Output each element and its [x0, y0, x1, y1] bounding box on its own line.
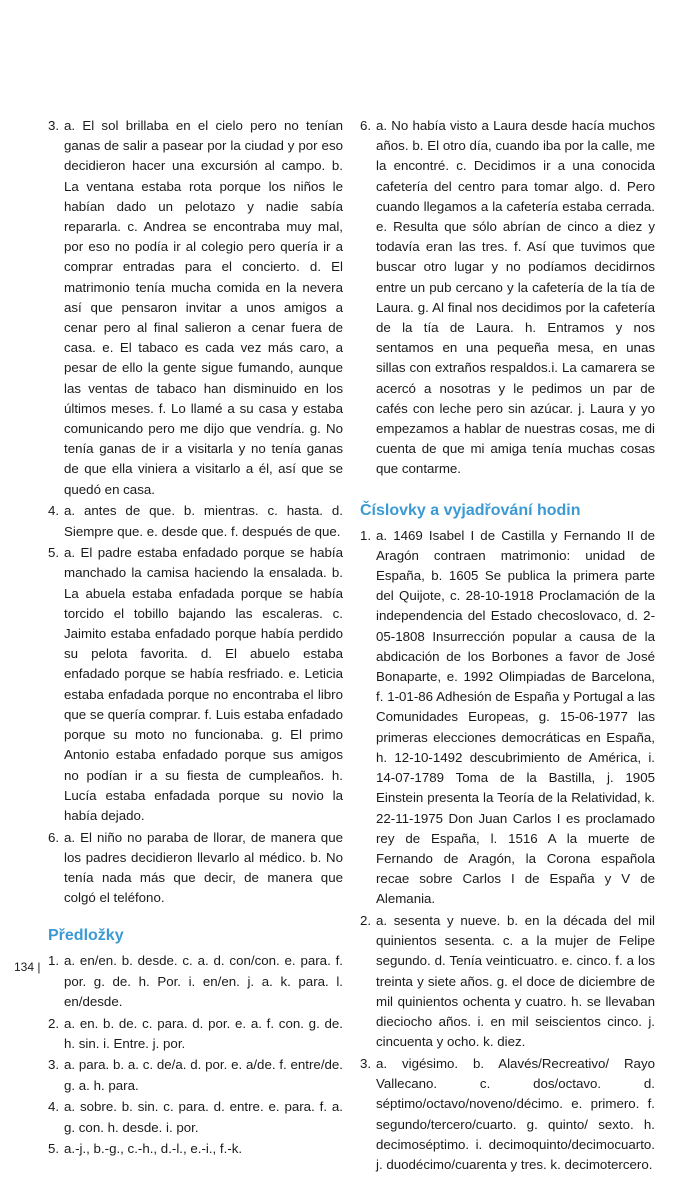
- item-text: a. El niño no paraba de llorar, de manera que los padres decidieron llevarlo al médico. b. No tenía nada más que decir, de manera que colgó el teléfono.: [64, 829, 343, 906]
- answer-item: [48, 116, 343, 500]
- answer-item: [48, 1014, 343, 1054]
- section-heading-predlozky: Předložky: [48, 927, 124, 945]
- item-number: 5.: [48, 545, 60, 561]
- item-number: 5.: [48, 1141, 60, 1157]
- item-number: 3.: [360, 1055, 372, 1071]
- item-number: 4.: [48, 503, 60, 519]
- answer-item: [360, 911, 655, 1052]
- item-number: 6.: [48, 829, 60, 845]
- answer-item: [48, 1055, 343, 1095]
- item-text: a. El padre estaba enfadado porque se había manchado la camisa haciendo la ensalada. b. La abuela estaba enfadada porque se había torcido el tobillo bajando las escaleras. c. Jaimito estaba enfadado porque había perdido su pelota favorita. d. El abuelo estaba enfadado porque se había resfriado. e. Leticia estaba enfadada porque no encontraba el libro que se quería comprar. f. Luis estaba enfadado porque su moto no funcionaba. g. El primo Antonio estaba enfadado porque sus amigos no podían ir a su fiesta de cumpleaños. h. Lucía estaba enfadada porque su novio la había dejado.: [64, 545, 343, 823]
- left-column: [48, 116, 343, 1161]
- item-number: 3.: [48, 1057, 60, 1073]
- page-number: 134 |: [14, 960, 41, 974]
- item-number: 6.: [360, 118, 372, 133]
- item-number: 1.: [360, 527, 372, 543]
- answer-item: [48, 828, 343, 909]
- item-number: 2.: [360, 913, 372, 929]
- item-text: a. sesenta y nueve. b. en la década del mil quinientos sesenta. c. a la mujer de Felipe segundo. d. Tenía veinticuatro. e. cinco. f. a los treinta y siete años. g. el doce de diciembre de mil quinientos ochenta y cuatro. h. se llevaban dieciocho años. i. en mil seiscientos cinco. j. cincuenta y ocho. k. diez.: [376, 913, 655, 1050]
- item-text: a. para. b. a. c. de/a. d. por. e. a/de. f. entre/de. g. a. h. para.: [64, 1057, 343, 1093]
- item-text: a. antes de que. b. mientras. c. hasta. d. Siempre que. e. desde que. f. después de que.: [64, 503, 343, 539]
- item-number: 4.: [48, 1099, 60, 1115]
- item-text: a. en/en. b. desde. c. a. d. con/con. e. para. f. por. g. de. h. Por. i. en/en. j. a. k. para. l. en/desde.: [64, 953, 343, 1009]
- item-text: a. en. b. de. c. para. d. por. e. a. f. con. g. de. h. sin. i. Entre. j. por.: [64, 1015, 343, 1051]
- answer-item: [48, 1097, 343, 1137]
- answer-item: [48, 951, 343, 1012]
- right-column: [360, 116, 655, 1177]
- section-heading-cislovky: Číslovky a vyjadřování hodin: [360, 501, 581, 519]
- answer-item: [360, 1054, 655, 1175]
- item-text: a. El sol brillaba en el cielo pero no tenían ganas de salir a pasear por la ciudad y por eso decidieron hacer una excursión al campo. b. La ventana estaba rota porque los niños le habían dado un pelotazo y nadie sabía repararla. c. Andrea se encontraba muy mal, por eso no podía ir al colegio pero quería ir a comprar entradas para el concierto. d. El matrimonio tenía mucha comida en la nevera así que pensaron invitar a unos amigos a cenar pero al final salieron a cenar fuera de casa. e. El tabaco es cada vez más caro, a pesar de ello la gente sigue fumando, aunque las ventas de tabaco han disminuido en los últimos meses. f. Lo llamé a su casa y estaba comunicando pero me dijo que vendría. g. No tenía ganas de ir a visitarla y no tenía ganas de que ella viniera a visitarlo a él, así que se quedó en casa.: [64, 118, 343, 497]
- answer-item: [360, 526, 655, 910]
- answer-item: [48, 543, 343, 826]
- item-text: a. 1469 Isabel I de Castilla y Fernando II de Aragón contraen matrimonio: unidad de España, b. 1605 Se publica la primera parte del Quijote, c. 28-10-1918 Proclamación de la independencia del Estado checoslovaco, d. 2-05-1808 Insurrección popular a causa de la abdicación de los Borbones a favor de José Bonaparte, e. 1992 Olimpiadas de Barcelona, f. 1-01-86 Adhesión de España y Portugal a las Comunidades Europeas, g. 15-06-1977 las primeras elecciones democráticas en España, h. 12-10-1492 descubrimiento de América, i. 14-07-1789 Toma de la Bastilla, j. 1905 Einstein presenta la Teoría de la Relatividad, k. 22-11-1975 Don Juan Carlos I es proclamado rey de España, l. 1516 A la muerte de Fernando de Aragón, la Corona española recae sobre Carlos I de España y V de Alemania.: [376, 527, 655, 907]
- answer-item: [48, 1139, 343, 1159]
- answer-item: [360, 116, 655, 480]
- item-text: a.-j., b.-g., c.-h., d.-l., e.-i., f.-k.: [64, 1141, 243, 1157]
- item-text: a. sobre. b. sin. c. para. d. entre. e. para. f. a. g. con. h. desde. i. por.: [64, 1099, 343, 1135]
- answer-item: [48, 501, 343, 541]
- item-number: 1.: [48, 953, 60, 969]
- item-number: 3.: [48, 118, 60, 133]
- item-number: 2.: [48, 1015, 60, 1031]
- item-text: a. No había visto a Laura desde hacía muchos años. b. El otro día, cuando iba por la calle, me la encontré. c. Decidimos ir a una conocida cafetería del centro para tomar algo. d. Pero cuando llegamos a la cafetería estaba cerrada. e. Resulta que sólo abrían de cinco a diez y todavía eran las tres. f. Así que tuvimos que buscar otro lugar y no podíamos decidirnos entre un pub cercano y la cafetería de la tía de Laura. g. Al final nos decidimos por la cafetería de la tía de Laura. h. Entramos y nos sentamos en una pequeña mesa, en unas sillas con extraños respaldos.i. La camarera se acercó a nosotras y le pedimos un par de cafés con leche pero sin azúcar. j. Laura y yo empezamos a hablar de nuestras cosas, me di cuenta de que mi amiga tenía muchas cosas que contarme.: [376, 118, 655, 477]
- item-text: a. vigésimo. b. Alavés/Recreativo/ Rayo Vallecano. c. dos/octavo. d. séptimo/octavo/noveno/décimo. e. primero. f. segundo/tercero/cuarto. g. quinto/ sexto. h. decimoséptimo. i. decimoquinto/decimocuarto. j. duodécimo/cuarenta y tres. k. decimotercero.: [376, 1055, 655, 1172]
